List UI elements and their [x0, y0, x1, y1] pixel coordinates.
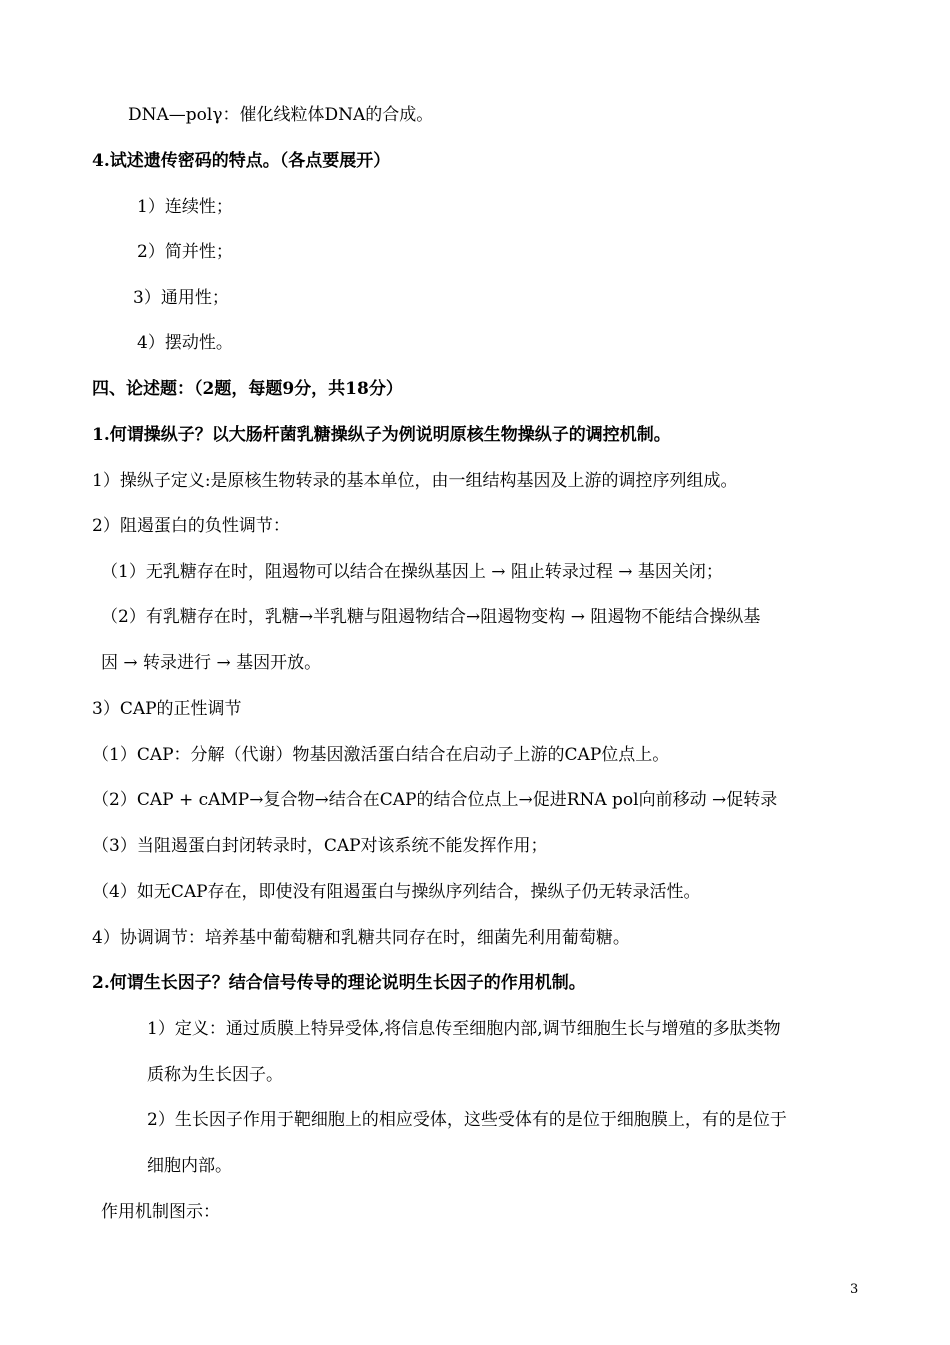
question-4-heading: 4.试述遗传密码的特点。（各点要展开） — [92, 151, 391, 171]
text-line-repressor-heading: 2）阻遏蛋白的负性调节： — [92, 516, 290, 536]
text-line-dna-pol-gamma: DNA—polγ：催化线粒体DNA的合成。 — [128, 105, 434, 125]
text-line-growth-factor-definition: 1）定义：通过质膜上特异受体,将信息传至细胞内部,调节细胞生长与增殖的多肽类物 — [147, 1019, 781, 1039]
text-line-mechanism-diagram: 作用机制图示： — [101, 1202, 220, 1222]
text-line-cap-2: （2）CAP + cAMP→复合物→结合在CAP的结合位点上→促进RNA pol向前移动 →促转录 — [92, 790, 778, 810]
essay-question-2-heading: 2.何谓生长因子？结合信号传导的理论说明生长因子的作用机制。 — [92, 973, 586, 993]
text-line-with-lactose-cont: 因 → 转录进行 → 基因开放。 — [101, 653, 322, 673]
text-line-growth-factor-definition-cont: 质称为生长因子。 — [147, 1065, 283, 1085]
text-line-coordinated-regulation: 4）协调调节：培养基中葡萄糖和乳糖共同存在时，细菌先利用葡萄糖。 — [92, 928, 630, 948]
text-line-with-lactose: （2）有乳糖存在时，乳糖→半乳糖与阻遏物结合→阻遏物变构 → 阻遏物不能结合操纵基 — [101, 607, 761, 627]
text-line-cap-4: （4）如无CAP存在，即使没有阻遏蛋白与操纵序列结合，操纵子仍无转录活性。 — [92, 882, 701, 902]
list-item-wobble: 4）摆动性。 — [137, 333, 233, 353]
section-four-heading: 四、论述题：（2题，每题9分，共18分） — [92, 379, 403, 399]
essay-question-1-heading: 1.何谓操纵子？以大肠杆菌乳糖操纵子为例说明原核生物操纵子的调控机制。 — [92, 425, 671, 445]
text-line-receptor: 2）生长因子作用于靶细胞上的相应受体，这些受体有的是位于细胞膜上，有的是位于 — [147, 1110, 787, 1130]
text-line-cap-3: （3）当阻遏蛋白封闭转录时，CAP对该系统不能发挥作用； — [92, 836, 548, 856]
text-line-receptor-cont: 细胞内部。 — [147, 1156, 232, 1176]
list-item-universality: 3）通用性； — [133, 288, 229, 308]
list-item-continuity: 1）连续性； — [137, 197, 233, 217]
text-line-cap-1: （1）CAP：分解（代谢）物基因激活蛋白结合在启动子上游的CAP位点上。 — [92, 745, 670, 765]
text-line-cap-heading: 3）CAP的正性调节 — [92, 699, 242, 719]
text-line-no-lactose: （1）无乳糖存在时，阻遏物可以结合在操纵基因上 → 阻止转录过程 → 基因关闭； — [101, 562, 723, 582]
list-item-degeneracy: 2）简并性； — [137, 242, 233, 262]
page-number: 3 — [850, 1282, 859, 1297]
text-line-operon-definition: 1）操纵子定义:是原核生物转录的基本单位，由一组结构基因及上游的调控序列组成。 — [92, 471, 738, 491]
